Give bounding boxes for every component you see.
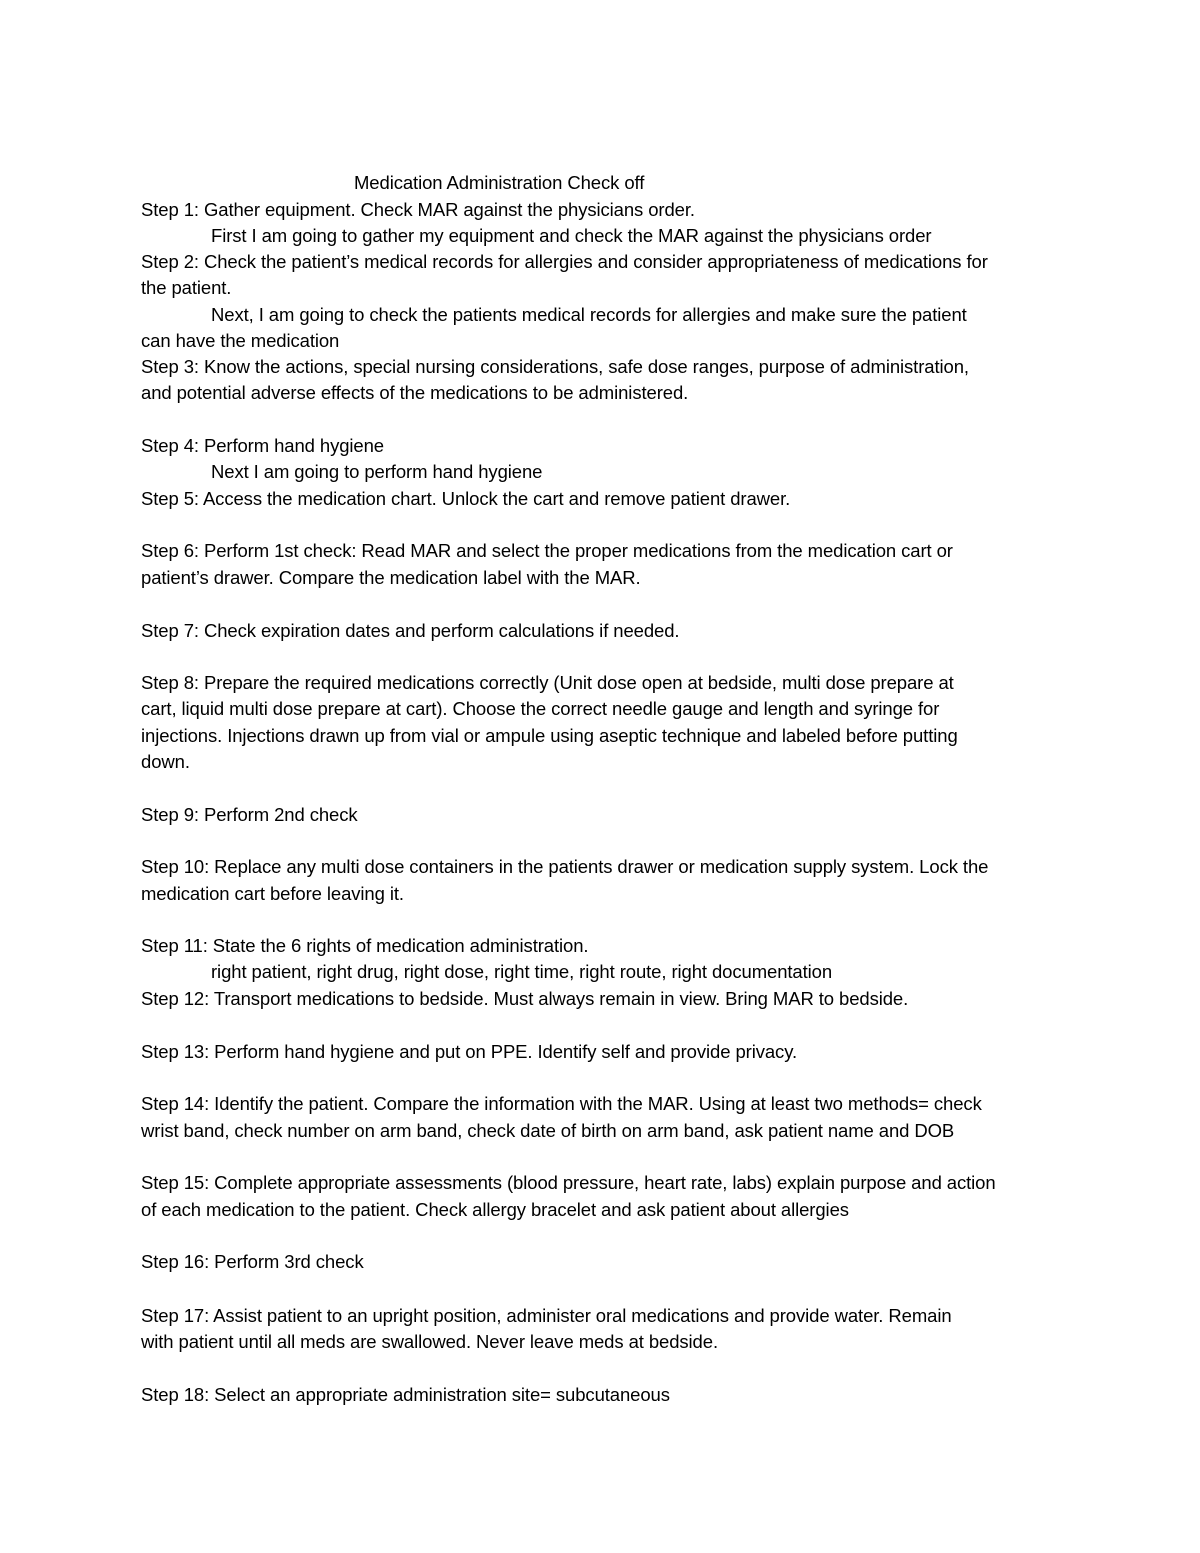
page-title: Medication Administration Check off <box>354 172 645 193</box>
text-line: Step 17: Assist patient to an upright position, administer oral medications and provide water. Remain <box>141 1305 952 1326</box>
text-line: down. <box>141 751 190 772</box>
text-line: Step 7: Check expiration dates and perform calculations if needed. <box>141 620 680 641</box>
text-line: Step 15: Complete appropriate assessments (blood pressure, heart rate, labs) explain purpose and action <box>141 1172 996 1193</box>
text-line: Step 3: Know the actions, special nursing considerations, safe dose ranges, purpose of administration, <box>141 356 969 377</box>
text-line: First I am going to gather my equipment and check the MAR against the physicians order <box>211 225 932 246</box>
text-line: Step 5: Access the medication chart. Unlock the cart and remove patient drawer. <box>141 488 791 509</box>
text-line: Step 2: Check the patient’s medical records for allergies and consider appropriateness of medications for <box>141 251 988 272</box>
text-line: can have the medication <box>141 330 340 351</box>
text-line: Step 18: Select an appropriate administration site= subcutaneous <box>141 1384 670 1405</box>
text-line: with patient until all meds are swallowed. Never leave meds at bedside. <box>141 1331 718 1352</box>
text-line: wrist band, check number on arm band, check date of birth on arm band, ask patient name and DOB <box>141 1120 955 1141</box>
text-line: Step 8: Prepare the required medications correctly (Unit dose open at bedside, multi dose prepare at <box>141 672 954 693</box>
text-line: Next I am going to perform hand hygiene <box>211 461 543 482</box>
text-line: Step 16: Perform 3rd check <box>141 1251 364 1272</box>
text-line: Step 9: Perform 2nd check <box>141 804 358 825</box>
text-line: of each medication to the patient. Check allergy bracelet and ask patient about allergies <box>141 1199 849 1220</box>
text-line: Step 6: Perform 1st check: Read MAR and select the proper medications from the medication cart or <box>141 540 953 561</box>
text-line: injections. Injections drawn up from vial or ampule using aseptic technique and labeled before putting <box>141 725 958 746</box>
text-line: and potential adverse effects of the medications to be administered. <box>141 382 689 403</box>
text-line: Step 4: Perform hand hygiene <box>141 435 384 456</box>
text-line: the patient. <box>141 277 232 298</box>
text-line: medication cart before leaving it. <box>141 883 404 904</box>
text-line: Step 1: Gather equipment. Check MAR against the physicians order. <box>141 199 695 220</box>
text-line: Step 13: Perform hand hygiene and put on PPE. Identify self and provide privacy. <box>141 1041 798 1062</box>
text-line: Step 12: Transport medications to bedside. Must always remain in view. Bring MAR to bedside. <box>141 988 909 1009</box>
text-line: patient’s drawer. Compare the medication label with the MAR. <box>141 567 641 588</box>
text-line: cart, liquid multi dose prepare at cart). Choose the correct needle gauge and length and syringe for <box>141 698 940 719</box>
text-line: Next, I am going to check the patients medical records for allergies and make sure the patient <box>211 304 967 325</box>
text-line: right patient, right drug, right dose, right time, right route, right documentation <box>211 961 833 982</box>
text-line: Step 11: State the 6 rights of medication administration. <box>141 935 589 956</box>
text-line: Step 14: Identify the patient. Compare the information with the MAR. Using at least two methods= check <box>141 1093 982 1114</box>
text-line: Step 10: Replace any multi dose containers in the patients drawer or medication supply system. Lock the <box>141 856 989 877</box>
